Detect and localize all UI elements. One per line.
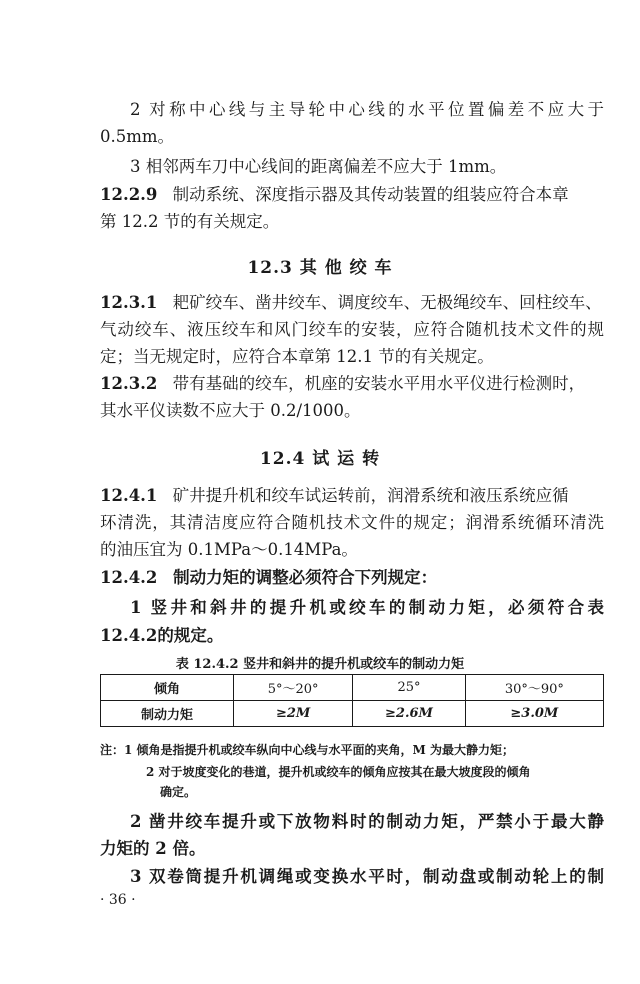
table-note-2-cont: 确定。 (160, 785, 197, 799)
clause-12-3-2 (100, 374, 604, 394)
clause-number: 12.3.2 (100, 374, 158, 393)
braking-torque-table (100, 674, 604, 727)
page-number: · 36 · (100, 892, 136, 908)
table-cell: 25° (353, 675, 466, 701)
text-line: 3 相邻两车刀中心线间的距离偏差不应大于 1mm。 (130, 157, 507, 176)
clause-number: 12.4.1 (100, 486, 158, 505)
text-line: 2 凿井绞车提升或下放物料时的制动力矩，严禁小于最大静 (130, 812, 604, 831)
table-row-label: 制动力矩 (101, 701, 234, 727)
text-line: 第 12.2 节的有关规定。 (100, 212, 280, 231)
text-line: 2 对称中心线与主导轮中心线的水平位置偏差不应大于 (130, 100, 604, 119)
clause-text: 耙矿绞车、凿井绞车、调度绞车、无极绳绞车、回柱绞车、 (172, 293, 602, 312)
table-cell: ≥2.6M (353, 701, 466, 727)
table-note-2: 2 对于坡度变化的巷道，提升机或绞车的倾角应按其在最大坡度段的倾角 (146, 765, 531, 779)
clause-number: 12.4.2 (100, 568, 158, 587)
text-line: 其水平仪读数不应大于 0.2/1000。 (100, 401, 361, 420)
clause-text: 带有基础的绞车，机座的安装水平用水平仪进行检测时， (172, 374, 586, 393)
clause-number: 12.3.1 (100, 293, 158, 312)
clause-12-4-2 (100, 568, 437, 588)
table-row (101, 701, 604, 727)
text-line: 3 双卷筒提升机调绳或变换水平时，制动盘或制动轮上的制 (130, 867, 604, 886)
section-heading-12-4: 12.4 试 运 转 (259, 449, 381, 469)
table-note-1: 注：1 倾角是指提升机或绞车纵向中心线与水平面的夹角，M 为最大静力矩； (100, 743, 514, 757)
clause-text: 矿井提升机和绞车试运转前，润滑系统和液压系统应循 (172, 486, 569, 505)
table-row-label: 倾角 (101, 675, 234, 701)
text-line: 定；当无规定时，应符合本章第 12.1 节的有关规定。 (100, 347, 494, 366)
text-line: 力矩的 2 倍。 (100, 839, 206, 858)
clause-12-4-1 (100, 486, 604, 506)
clause-12-2-9 (100, 185, 604, 205)
table-cell: ≥2M (234, 701, 353, 727)
table-cell: ≥3.0M (465, 701, 603, 727)
text-line: 的油压宜为 0.1MPa～0.14MPa。 (100, 540, 358, 559)
section-heading-12-3: 12.3 其 他 绞 车 (247, 258, 393, 278)
table-cell: 30°～90° (465, 675, 603, 701)
table-caption: 表 12.4.2 竖井和斜井的提升机或绞车的制动力矩 (175, 657, 465, 672)
text-line: 0.5mm。 (100, 127, 175, 146)
text-line: 气动绞车、液压绞车和风门绞车的安装，应符合随机技术文件的规 (100, 320, 604, 339)
text-line: 环清洗，其清洁度应符合随机技术文件的规定；润滑系统循环清洗 (100, 513, 604, 532)
clause-number: 12.2.9 (100, 185, 158, 204)
text-line: 12.4.2的规定。 (100, 626, 224, 645)
clause-text: 制动力矩的调整必须符合下列规定： (173, 568, 438, 587)
clause-text: 制动系统、深度指示器及其传动装置的组装应符合本章 (172, 185, 569, 204)
table-cell: 5°～20° (234, 675, 353, 701)
text-line: 1 竖井和斜井的提升机或绞车的制动力矩，必须符合表 (130, 598, 604, 617)
clause-12-3-1 (100, 293, 604, 313)
table-row (101, 675, 604, 701)
